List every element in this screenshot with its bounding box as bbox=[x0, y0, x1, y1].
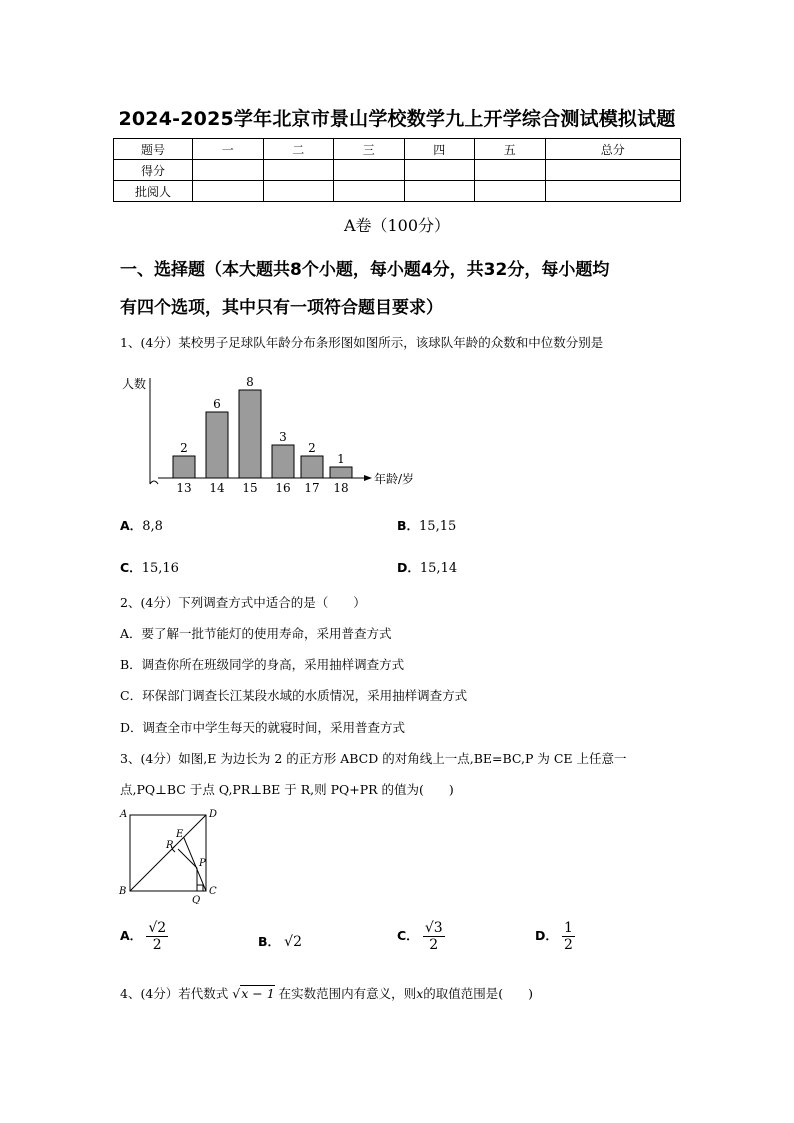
page-title: 2024-2025学年北京市景山学校数学九上开学综合测试模拟试题 bbox=[118, 108, 676, 130]
x-axis-label: 年龄/岁 bbox=[374, 472, 415, 486]
q3-option-d: D． $\frac{1}{2}$ bbox=[535, 920, 573, 953]
q3-stem-line1: 3、(4分）如图,E 为边长为 2 的正方形 ABCD 的对角线上一点,BE=BC,P 为 CE 上任意一 bbox=[120, 751, 627, 766]
bar-18 bbox=[330, 467, 352, 478]
table-cell bbox=[475, 181, 546, 202]
table-cell bbox=[404, 160, 475, 181]
q3-square-figure bbox=[118, 806, 228, 904]
table-cell bbox=[193, 160, 264, 181]
sqrt-expression: √x − 1 bbox=[232, 986, 275, 1001]
table-cell: 题号 bbox=[114, 139, 193, 160]
label-d: D bbox=[209, 809, 218, 820]
label-b: B bbox=[119, 886, 127, 897]
q2-option-a: A．要了解一批节能灯的使用寿命，采用普查方式 bbox=[120, 626, 392, 641]
bar-value-label: 3 bbox=[279, 430, 287, 444]
fraction: $\frac{1}{2}$ bbox=[564, 920, 573, 953]
table-cell bbox=[404, 181, 475, 202]
q2-stem: 2、(4分）下列调查方式中适合的是（ ） bbox=[120, 595, 366, 610]
q1-stem: 1、(4分）某校男子足球队年龄分布条形图如图所示，该球队年龄的众数和中位数分别是 bbox=[120, 335, 604, 350]
label-p: P bbox=[199, 858, 206, 869]
bar-14 bbox=[206, 412, 228, 478]
q2-option-b: B．调查你所在班级同学的身高，采用抽样调查方式 bbox=[120, 657, 405, 672]
volume-heading: A卷（100分） bbox=[343, 216, 451, 235]
table-cell bbox=[334, 160, 405, 181]
table-cell bbox=[545, 160, 681, 181]
table-cell: 五 bbox=[475, 139, 546, 160]
table-cell: 得分 bbox=[114, 160, 193, 181]
x-tick-label: 15 bbox=[242, 481, 258, 495]
axis-break bbox=[150, 481, 158, 484]
x-axis-arrow bbox=[364, 475, 372, 481]
bar-16 bbox=[272, 445, 294, 478]
q3-option-c: C． $\frac{√3}{2}$ bbox=[397, 920, 443, 953]
label-q: Q bbox=[192, 895, 201, 904]
table-cell bbox=[263, 181, 334, 202]
score-table-header-row bbox=[114, 139, 681, 160]
table-cell: 四 bbox=[404, 139, 475, 160]
q3-stem-line2: 点,PQ⊥BC 于点 Q,PR⊥BE 于 R,则 PQ+PR 的值为( ) bbox=[120, 782, 454, 797]
q4-stem: 4、(4分）若代数式 √x − 1 在实数范围内有意义，则x的取值范围是( ) bbox=[120, 986, 534, 1001]
q2-option-c: C．环保部门调查长江某段水域的水质情况，采用抽样调查方式 bbox=[120, 688, 468, 703]
q3-option-b: B． √2 bbox=[258, 934, 302, 950]
bar-value-label: 6 bbox=[213, 397, 221, 411]
q1-bar-chart bbox=[118, 368, 428, 498]
table-cell bbox=[193, 181, 264, 202]
score-table bbox=[113, 138, 681, 202]
bar-13 bbox=[173, 456, 195, 478]
fraction: $\frac{√3}{2}$ bbox=[424, 920, 443, 953]
table-cell: 三 bbox=[334, 139, 405, 160]
q1-option-c: C．15,16 bbox=[120, 560, 179, 576]
bar-value-label: 2 bbox=[180, 441, 188, 455]
q1-option-b: B．15,15 bbox=[397, 518, 457, 534]
table-cell bbox=[334, 181, 405, 202]
table-cell: 批阅人 bbox=[114, 181, 193, 202]
table-cell: 一 bbox=[193, 139, 264, 160]
q2-option-d: D．调查全市中学生每天的就寝时间，采用普查方式 bbox=[120, 720, 406, 735]
bar-value-label: 1 bbox=[337, 452, 345, 466]
q1-option-a: A．8,8 bbox=[120, 518, 163, 534]
table-cell bbox=[545, 181, 681, 202]
bar-17 bbox=[301, 456, 323, 478]
score-table-row bbox=[114, 160, 681, 181]
x-tick-label: 18 bbox=[333, 481, 349, 495]
q3-option-a: A． $\frac{√2}{2}$ bbox=[120, 920, 167, 953]
q1-option-d: D．15,14 bbox=[397, 560, 458, 576]
table-cell bbox=[475, 160, 546, 181]
table-cell: 总分 bbox=[545, 139, 681, 160]
label-a: A bbox=[120, 809, 128, 820]
bar-15 bbox=[239, 390, 261, 478]
x-tick-label: 13 bbox=[176, 481, 192, 495]
section-heading-line2: 有四个选项，其中只有一项符合题目要求） bbox=[120, 298, 443, 318]
segment-pr bbox=[178, 849, 197, 868]
y-axis-label: 人数 bbox=[122, 377, 147, 391]
x-tick-label: 17 bbox=[304, 481, 320, 495]
diagonal-bd bbox=[130, 815, 206, 891]
score-table-row bbox=[114, 181, 681, 202]
table-cell bbox=[263, 160, 334, 181]
label-c: C bbox=[209, 886, 217, 897]
x-tick-label: 16 bbox=[275, 481, 291, 495]
label-r: R bbox=[166, 840, 174, 851]
bar-value-label: 2 bbox=[308, 441, 316, 455]
fraction: $\frac{√2}{2}$ bbox=[148, 920, 167, 953]
table-cell: 二 bbox=[263, 139, 334, 160]
x-tick-label: 14 bbox=[209, 481, 225, 495]
right-angle-q bbox=[197, 885, 203, 891]
bar-value-label: 8 bbox=[246, 375, 254, 389]
section-heading-line1: 一、选择题（本大题共8个小题，每小题4分，共32分，每小题均 bbox=[120, 260, 610, 280]
label-e: E bbox=[176, 829, 184, 840]
